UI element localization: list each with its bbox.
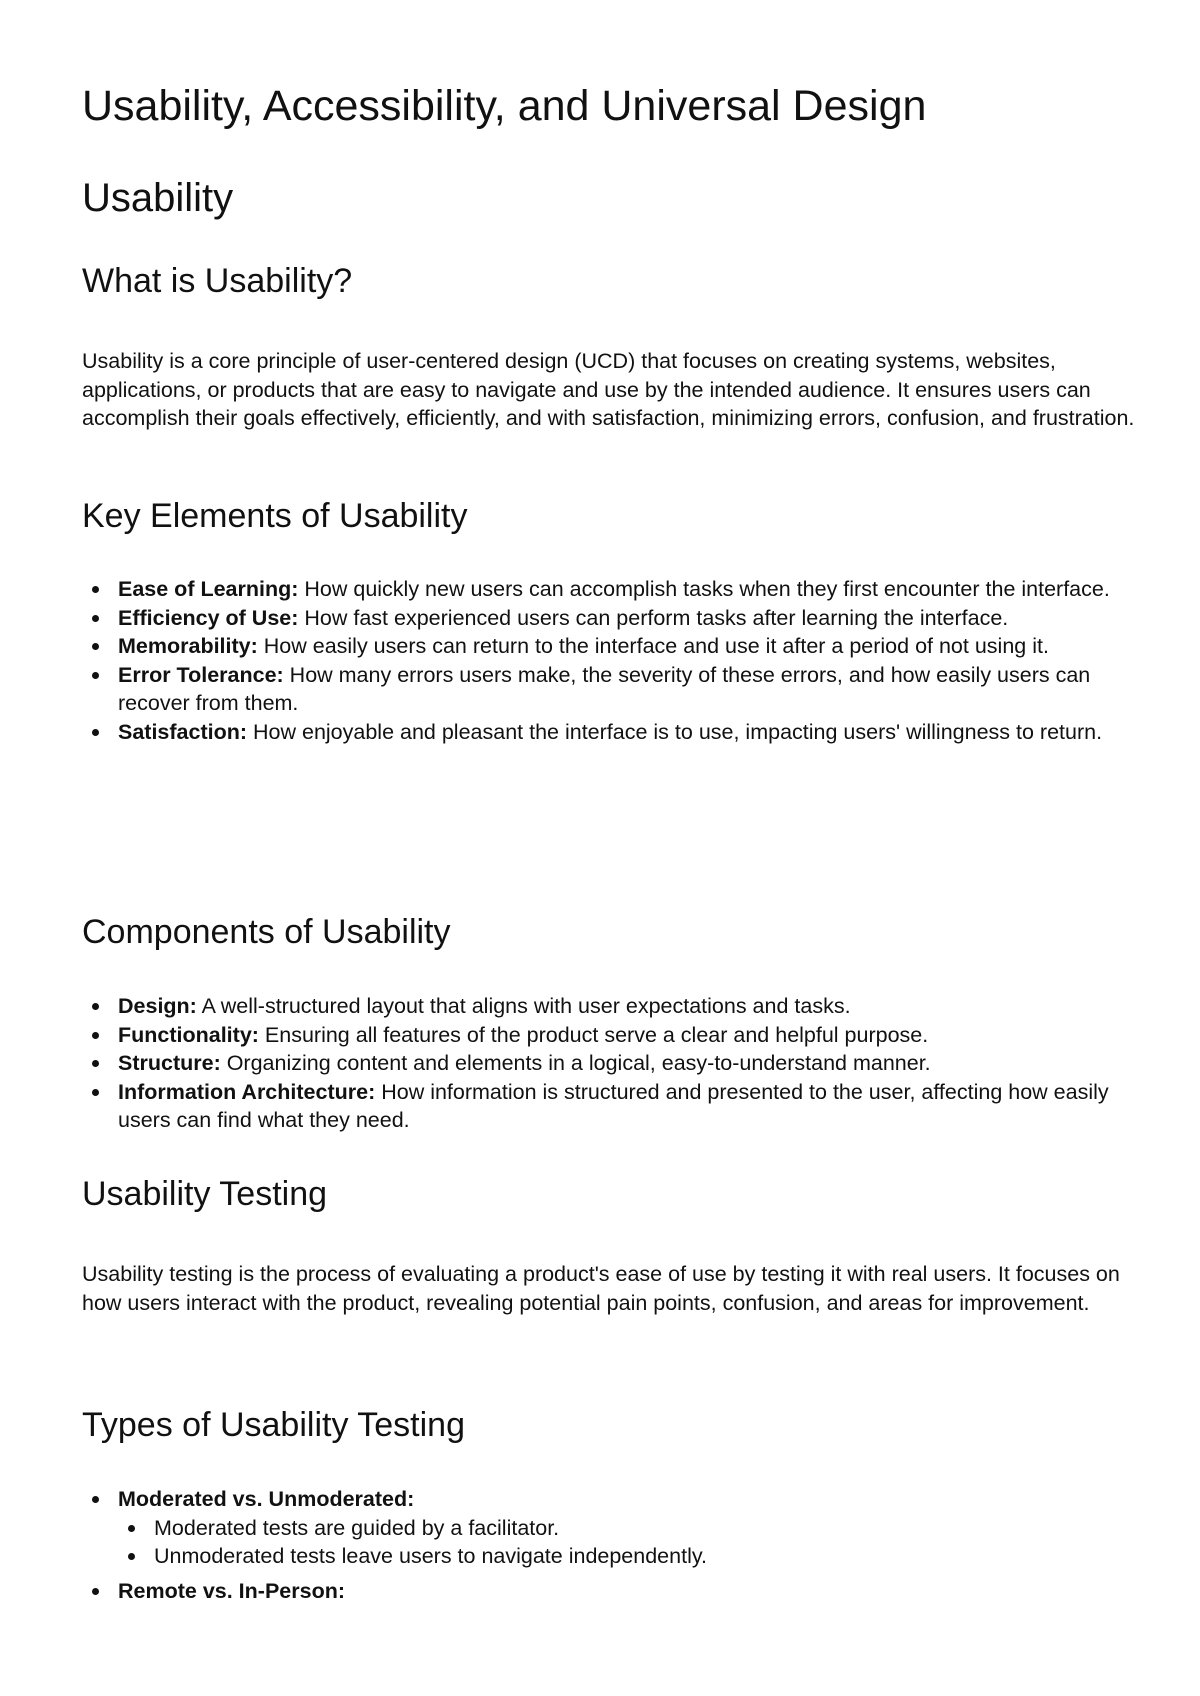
list-item	[82, 1049, 1142, 1078]
heading-what-is-usability: What is Usability?	[82, 262, 353, 300]
list-item	[82, 632, 1142, 661]
term-description: Ensuring all features of the product serve a clear and helpful purpose.	[258, 1022, 929, 1047]
heading-usability-testing: Usability Testing	[82, 1175, 328, 1213]
sub-list-item	[118, 1542, 1142, 1571]
term-description: Organizing content and elements in a logical, easy-to-understand manner.	[220, 1051, 931, 1075]
bullet-icon	[128, 1553, 135, 1560]
term-label: Remote vs. In-Person:	[118, 1578, 345, 1603]
list-item	[82, 1021, 1142, 1050]
term-label: Functionality:	[118, 1022, 259, 1047]
sub-list-item	[118, 1514, 1142, 1543]
list-item	[82, 661, 1142, 718]
sub-list	[118, 1514, 1142, 1571]
bullet-icon	[92, 586, 99, 593]
term-label: Memorability:	[118, 634, 258, 658]
list-types-of-testing	[82, 1485, 1142, 1605]
term-label: Efficiency of Use:	[118, 605, 299, 630]
bullet-icon	[92, 1588, 99, 1595]
term-description: How fast experienced users can perform tasks after learning the interface.	[298, 605, 1009, 630]
bullet-icon	[92, 672, 99, 679]
term-description: How many errors users make, the severity of these errors, and how easily users can recover from them.	[118, 662, 1091, 715]
term-description: How enjoyable and pleasant the interface is to use, impacting users' willingness to return.	[247, 719, 1103, 744]
list-item	[82, 992, 1142, 1021]
document-title: Usability, Accessibility, and Universal Design	[82, 82, 927, 130]
section-title-usability: Usability	[82, 176, 234, 220]
paragraph-usability-testing: Usability testing is the process of evaluating a product's ease of use by testing it with real users. It focuses on how users interact with the product, revealing potential pain points, confusion, and areas for improvement.	[82, 1262, 1120, 1315]
term-label: Satisfaction:	[118, 719, 248, 744]
term-description: How information is structured and presented to the user, affecting how easily users can find what they need.	[118, 1079, 1109, 1132]
sub-item-text: Unmoderated tests leave users to navigate independently.	[154, 1544, 707, 1568]
term-label: Ease of Learning:	[118, 577, 299, 601]
term-label: Error Tolerance:	[118, 662, 284, 687]
bullet-icon	[92, 1089, 99, 1096]
term-label: Moderated vs. Unmoderated:	[118, 1487, 415, 1511]
term-label: Structure:	[118, 1051, 221, 1075]
bullet-icon	[92, 615, 99, 622]
bullet-icon	[128, 1525, 135, 1532]
heading-key-elements: Key Elements of Usability	[82, 497, 468, 535]
list-item	[82, 575, 1142, 604]
bullet-icon	[92, 1003, 99, 1010]
term-label: Design:	[118, 994, 197, 1018]
sub-item-text: Moderated tests are guided by a facilitator.	[154, 1515, 560, 1540]
list-item	[82, 1577, 1142, 1606]
heading-components: Components of Usability	[82, 913, 451, 951]
list-item	[82, 1485, 1142, 1571]
term-label: Information Architecture:	[118, 1079, 376, 1104]
term-description: How easily users can return to the interface and use it after a period of not using it.	[257, 634, 1049, 658]
list-item	[82, 1078, 1142, 1135]
term-description: A well-structured layout that aligns with user expectations and tasks.	[196, 994, 851, 1018]
list-components	[82, 992, 1142, 1135]
bullet-icon	[92, 729, 99, 736]
term-description: How quickly new users can accomplish tasks when they first encounter the interface.	[298, 577, 1110, 601]
list-item	[82, 718, 1142, 747]
bullet-icon	[92, 1496, 99, 1503]
bullet-icon	[92, 1060, 99, 1067]
paragraph-what-is-usability: Usability is a core principle of user-centered design (UCD) that focuses on creating systems, websites, applications, or products that are easy to navigate and use by the intended audience. It ensures users can accomplish their goals effectively, efficiently, and with satisfaction, minimizing errors, confusion, and frustration.	[82, 349, 1135, 430]
bullet-icon	[92, 643, 99, 650]
list-item	[82, 604, 1142, 633]
heading-types-of-testing: Types of Usability Testing	[82, 1406, 465, 1444]
list-key-elements	[82, 575, 1142, 746]
bullet-icon	[92, 1032, 99, 1039]
